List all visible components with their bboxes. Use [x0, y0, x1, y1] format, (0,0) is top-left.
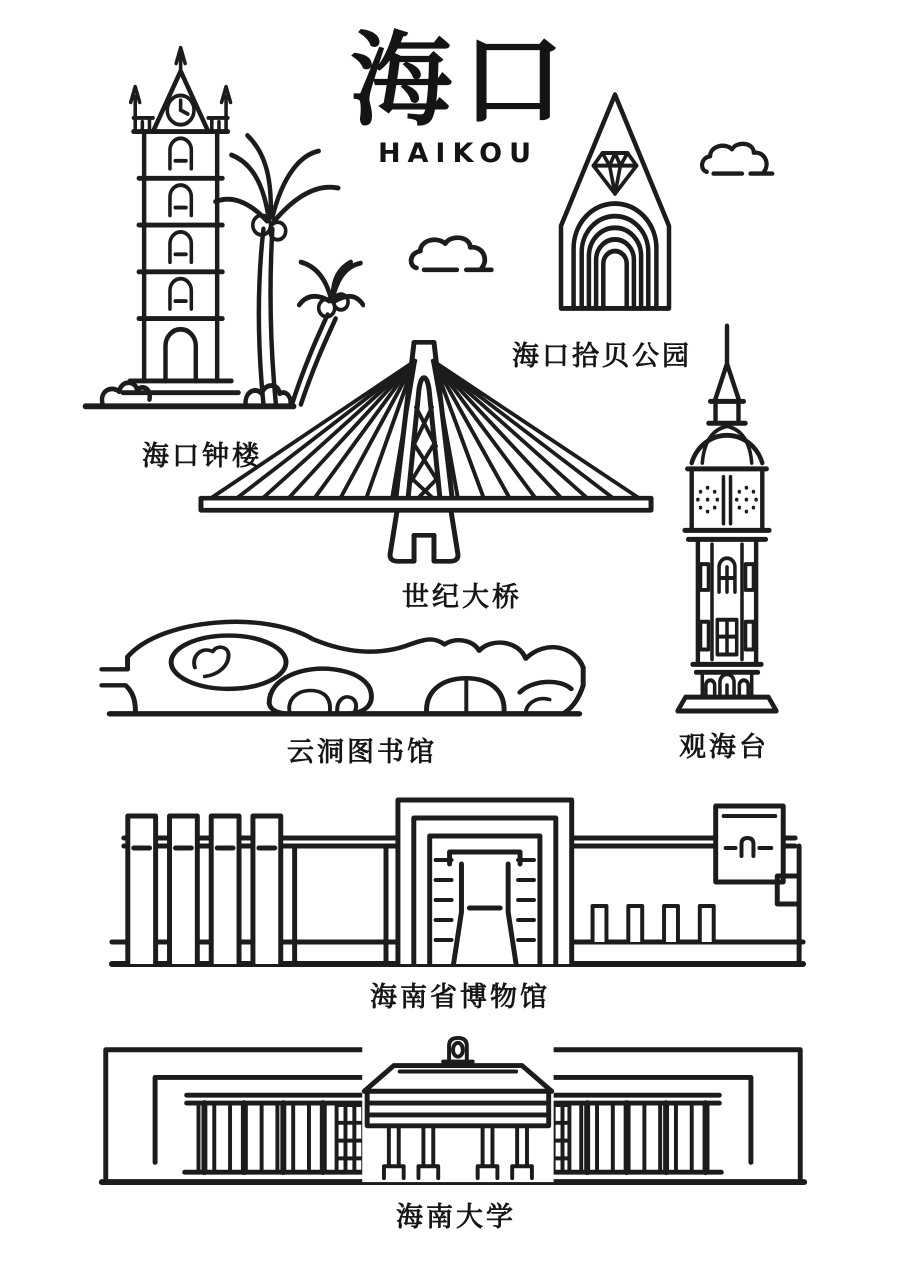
century-bridge-label: 世纪大桥	[402, 582, 522, 613]
sea-viewing-platform-label: 观海台	[679, 732, 769, 763]
hainan-provincial-museum-label: 海南省博物馆	[370, 982, 550, 1013]
hainan-university-label: 海南大学	[396, 1202, 516, 1233]
wormhole-library-label: 云洞图书馆	[287, 737, 437, 768]
cloud-icon	[403, 225, 499, 281]
cloud-icon	[695, 132, 779, 184]
hainan-university-illustration	[88, 1032, 818, 1188]
shell-park-label: 海口拾贝公园	[512, 341, 692, 372]
clock-tower-label: 海口钟楼	[142, 441, 262, 472]
poster-title-chinese: 海口	[350, 22, 574, 141]
sea-viewing-platform-illustration	[652, 322, 802, 714]
poster-title-english: HAIKOU	[377, 138, 539, 169]
hainan-provincial-museum-illustration	[100, 790, 815, 970]
shell-park-illustration	[525, 85, 705, 323]
wormhole-library-illustration	[78, 600, 603, 720]
